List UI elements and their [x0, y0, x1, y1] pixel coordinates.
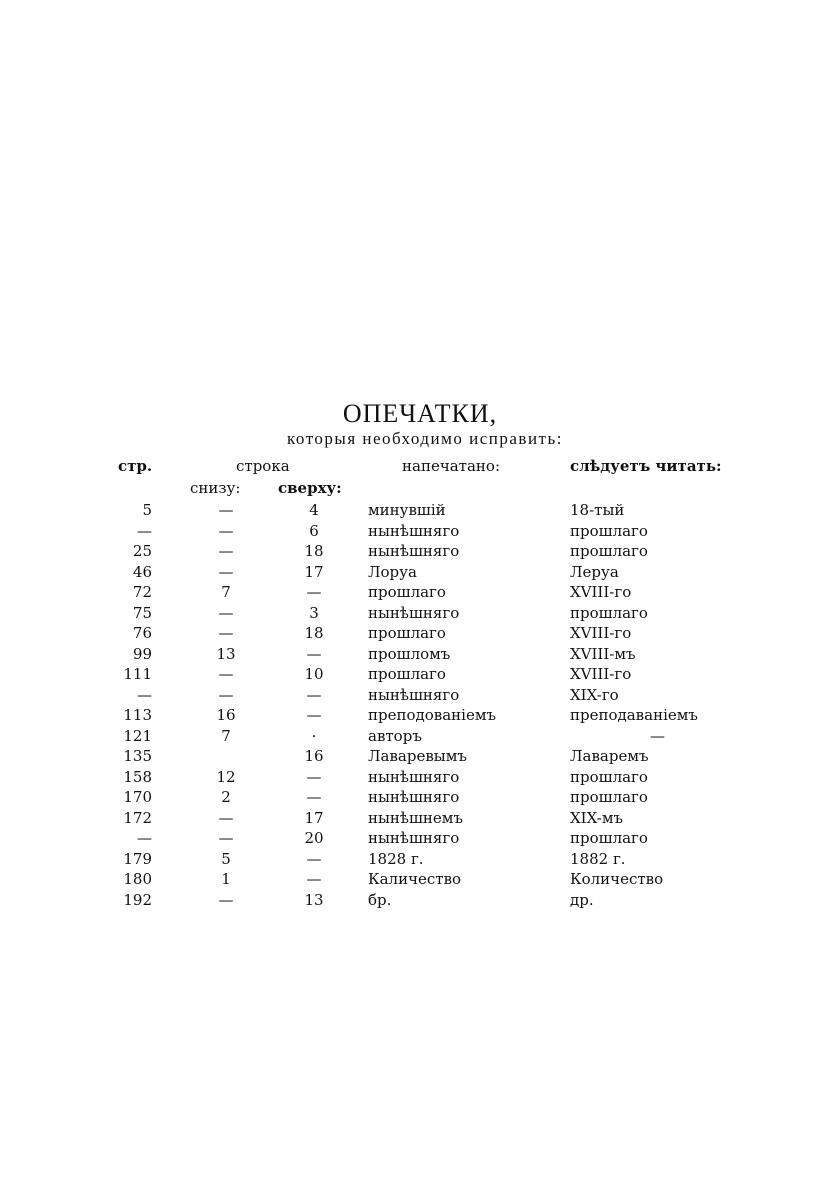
column-header-page: стр.	[118, 457, 153, 475]
page-subtitle: которыя необходимо исправить:	[287, 429, 563, 448]
table-row	[0, 521, 840, 542]
cell-page: 158	[123, 767, 152, 786]
cell-from-bottom: 2	[221, 788, 231, 806]
table-row	[0, 869, 840, 890]
cell-read: др.	[570, 890, 594, 909]
cell-read: XVIII-го	[570, 665, 632, 683]
cell-from-bottom: —	[218, 521, 234, 540]
cell-read: прошлаго	[570, 521, 648, 540]
table-row	[0, 787, 840, 808]
page-title: ОПЕЧАТКИ,	[342, 399, 498, 428]
cell-read: прошлаго	[570, 829, 648, 847]
table-row	[0, 685, 840, 706]
table-row	[0, 500, 840, 521]
cell-from-bottom: —	[218, 624, 234, 642]
cell-printed: Лаваревымъ	[368, 747, 467, 765]
table-row	[0, 562, 840, 583]
cell-read: 18-тый	[570, 501, 625, 519]
cell-printed: нынѣшняго	[368, 603, 460, 622]
cell-from-top: 4	[309, 501, 319, 519]
table-row	[0, 808, 840, 829]
cell-from-top: 16	[304, 747, 324, 765]
cell-from-bottom: 7	[221, 583, 231, 601]
cell-from-bottom: 7	[221, 726, 231, 745]
cell-printed: 1828 г.	[368, 849, 424, 868]
table-row	[0, 849, 840, 870]
cell-from-bottom: —	[218, 890, 234, 909]
cell-printed: минувшій	[368, 501, 446, 519]
column-header-line: строка	[236, 457, 290, 475]
cell-page: 5	[142, 501, 152, 519]
cell-page: 72	[132, 583, 152, 601]
cell-printed: нынѣшняго	[368, 829, 460, 847]
table-row	[0, 890, 840, 911]
cell-printed: бр.	[368, 890, 392, 909]
cell-from-bottom: —	[218, 542, 234, 560]
cell-page: —	[137, 685, 152, 704]
cell-page: —	[137, 521, 152, 540]
cell-from-top: 17	[304, 808, 324, 827]
cell-page: 113	[123, 706, 152, 724]
cell-from-top: —	[306, 706, 322, 724]
column-header-read: слѣдуетъ читать:	[570, 457, 722, 475]
cell-from-top: 10	[304, 665, 324, 683]
cell-page: 179	[123, 849, 152, 868]
cell-printed: нынѣшняго	[368, 521, 460, 540]
cell-from-top: —	[306, 583, 322, 601]
cell-from-top: 6	[309, 521, 319, 540]
cell-read: XVIII-мъ	[570, 644, 636, 663]
cell-from-top: —	[306, 767, 322, 786]
cell-read: преподаваніемъ	[570, 706, 698, 724]
errata-table	[0, 500, 840, 910]
cell-from-bottom: —	[218, 501, 234, 519]
cell-read: XIX-го	[570, 685, 619, 704]
table-row	[0, 541, 840, 562]
cell-printed: Каличество	[368, 870, 462, 888]
cell-from-bottom: —	[218, 829, 234, 847]
cell-page: 170	[123, 788, 152, 806]
cell-printed: нынѣшняго	[368, 788, 460, 806]
table-row	[0, 664, 840, 685]
cell-from-bottom: —	[218, 808, 234, 827]
table-row	[0, 603, 840, 624]
cell-from-bottom: 5	[221, 849, 231, 868]
cell-read: прошлаго	[570, 603, 648, 622]
cell-from-top: —	[306, 685, 322, 704]
cell-page: 135	[123, 747, 152, 765]
cell-from-top: 3	[309, 603, 319, 622]
table-row	[0, 767, 840, 788]
cell-from-top: 17	[304, 562, 324, 581]
cell-printed: нынѣшняго	[368, 767, 460, 786]
cell-read: Лаваремъ	[570, 747, 649, 765]
cell-page: 76	[132, 624, 152, 642]
cell-from-top: —	[306, 849, 322, 868]
cell-page: 121	[123, 726, 152, 745]
cell-printed: авторъ	[368, 726, 422, 745]
cell-page: —	[137, 829, 152, 847]
cell-printed: прошломъ	[368, 644, 451, 663]
cell-from-bottom: —	[218, 562, 234, 581]
cell-read: Количество	[570, 870, 664, 888]
cell-read: прошлаго	[570, 767, 648, 786]
cell-from-bottom: —	[218, 665, 234, 683]
cell-from-bottom: 13	[216, 644, 236, 663]
cell-printed: Лоруа	[368, 562, 417, 581]
column-header-from-bottom: снизу:	[190, 479, 241, 497]
column-header-from-top: сверху:	[278, 479, 342, 497]
cell-from-bottom: 1	[221, 870, 231, 888]
cell-read: —	[650, 726, 665, 745]
cell-printed: нынѣшняго	[368, 685, 460, 704]
cell-from-bottom: 16	[216, 706, 236, 724]
cell-read: Леруа	[570, 562, 619, 581]
cell-page: 111	[123, 665, 152, 683]
cell-page: 25	[132, 542, 152, 560]
cell-from-bottom: —	[218, 685, 234, 704]
cell-page: 180	[123, 870, 152, 888]
cell-read: прошлаго	[570, 542, 648, 560]
column-header-printed: напечатано:	[402, 457, 500, 475]
cell-read: XIX-мъ	[570, 808, 624, 827]
table-row	[0, 582, 840, 603]
cell-printed: прошлаго	[368, 583, 446, 601]
cell-page: 75	[132, 603, 152, 622]
cell-printed: прошлаго	[368, 624, 446, 642]
cell-from-top: ·	[311, 726, 317, 745]
cell-read: XVIII-го	[570, 583, 632, 601]
cell-printed: прошлаго	[368, 665, 446, 683]
cell-read: прошлаго	[570, 788, 648, 806]
table-row	[0, 746, 840, 767]
cell-from-bottom: —	[218, 603, 234, 622]
table-row	[0, 644, 840, 665]
cell-from-bottom: 12	[216, 767, 236, 786]
cell-read: XVIII-го	[570, 624, 632, 642]
cell-read: 1882 г.	[570, 849, 626, 868]
cell-from-top: 20	[304, 829, 324, 847]
table-row	[0, 726, 840, 747]
cell-printed: нынѣшнемъ	[368, 808, 464, 827]
cell-page: 172	[123, 808, 152, 827]
cell-from-top: —	[306, 644, 322, 663]
table-row	[0, 828, 840, 849]
cell-page: 192	[123, 890, 152, 909]
cell-printed: нынѣшняго	[368, 542, 460, 560]
cell-from-top: —	[306, 788, 322, 806]
cell-page: 99	[132, 644, 152, 663]
cell-page: 46	[132, 562, 152, 581]
table-row	[0, 623, 840, 644]
cell-from-top: 18	[304, 624, 324, 642]
cell-from-top: 13	[304, 890, 324, 909]
cell-printed: преподованіемъ	[368, 706, 497, 724]
table-row	[0, 705, 840, 726]
cell-from-top: 18	[304, 542, 324, 560]
cell-from-top: —	[306, 870, 322, 888]
